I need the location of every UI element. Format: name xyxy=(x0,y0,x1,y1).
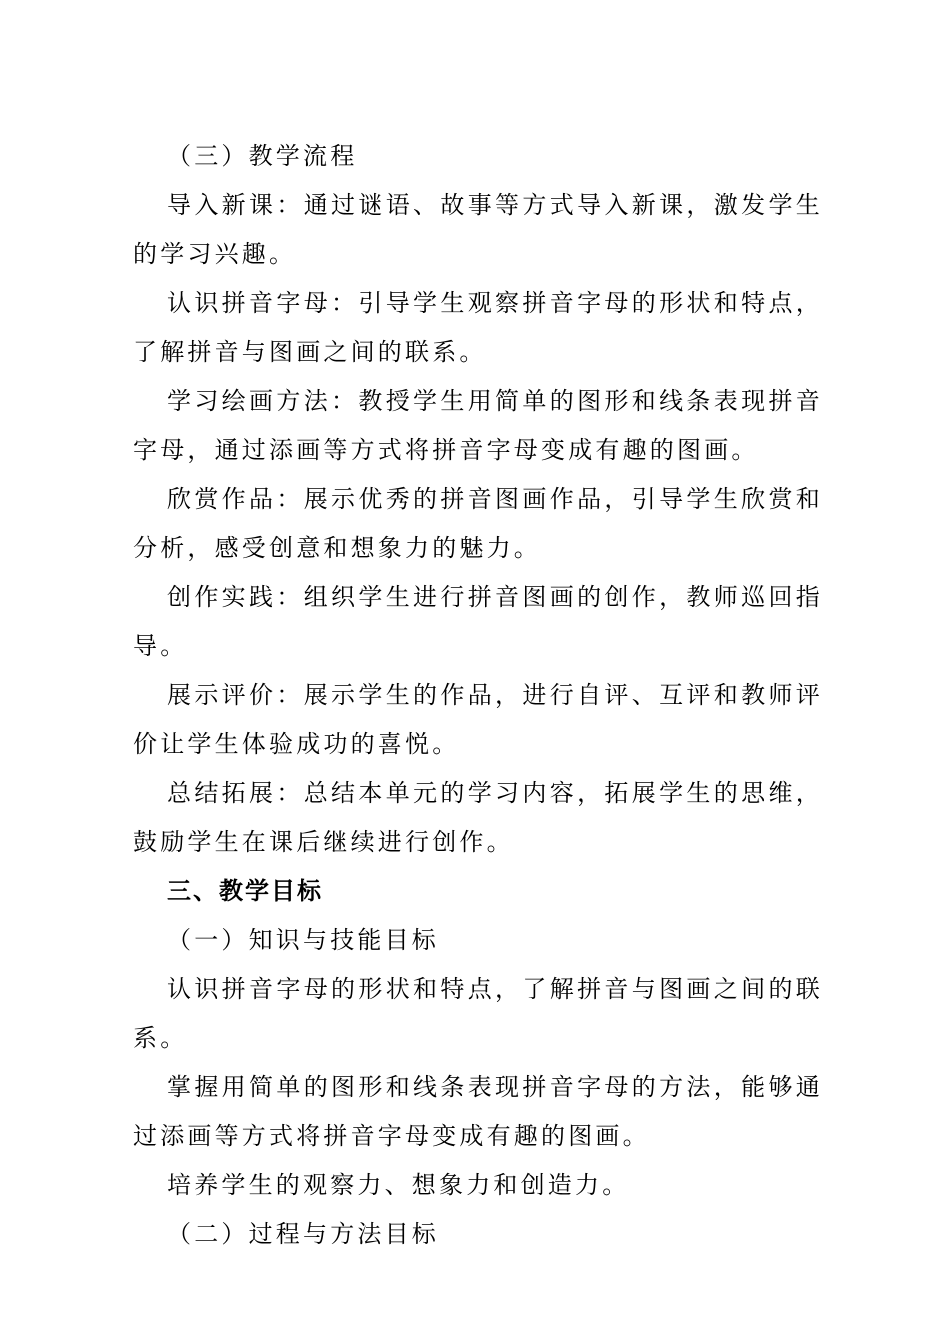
paragraph-knowledge-goal-1: 认识拼音字母的形状和特点，了解拼音与图画之间的联系。 xyxy=(133,975,823,1052)
subsection-title-knowledge-skills: （一）知识与技能目标 xyxy=(167,926,439,954)
subsection-title-teaching-flow: （三）教学流程 xyxy=(167,142,358,170)
document-body xyxy=(133,132,823,1259)
subsection-title-process-method: （二）过程与方法目标 xyxy=(167,1220,439,1248)
paragraph-flow-step-7: 总结拓展：总结本单元的学习内容，拓展学生的思维，鼓励学生在课后继续进行创作。 xyxy=(133,779,823,856)
paragraph-knowledge-goal-2: 掌握用简单的图形和线条表现拼音字母的方法，能够通过添画等方式将拼音字母变成有趣的图画。 xyxy=(133,1073,823,1150)
paragraph-flow-step-1: 导入新课：通过谜语、故事等方式导入新课，激发学生的学习兴趣。 xyxy=(133,191,823,268)
paragraph-flow-step-5: 创作实践：组织学生进行拼音图画的创作，教师巡回指导。 xyxy=(133,583,823,660)
paragraph-knowledge-goal-3: 培养学生的观察力、想象力和创造力。 xyxy=(167,1171,630,1199)
paragraph-flow-step-6: 展示评价：展示学生的作品，进行自评、互评和教师评价让学生体验成功的喜悦。 xyxy=(133,681,823,758)
paragraph-flow-step-3: 学习绘画方法：教授学生用简单的图形和线条表现拼音字母，通过添画等方式将拼音字母变成有趣的图画。 xyxy=(133,387,823,464)
section-heading-teaching-goals: 三、教学目标 xyxy=(167,877,323,905)
paragraph-flow-step-2: 认识拼音字母：引导学生观察拼音字母的形状和特点，了解拼音与图画之间的联系。 xyxy=(133,289,823,366)
paragraph-flow-step-4: 欣赏作品：展示优秀的拼音图画作品，引导学生欣赏和分析，感受创意和想象力的魅力。 xyxy=(133,485,823,562)
